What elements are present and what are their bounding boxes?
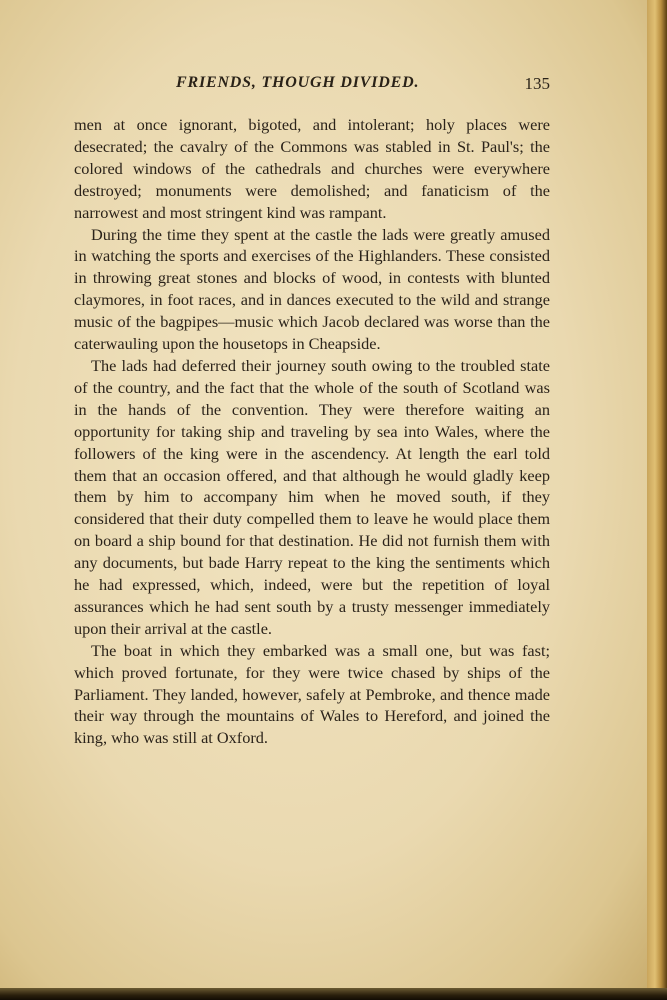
page-number: 135 <box>524 74 550 93</box>
book-spine-edge <box>647 0 667 1000</box>
paragraph-1: men at once ignorant, bigoted, and intolerant; holy places were desecrated; the cavalry of the Commons was stabled in St. Paul's; the colored windows of the cathedrals and churches were everywhere destroyed; monuments were demolished; and fanaticism of the narrowest and most stringent kind was rampant. <box>74 115 550 222</box>
page-header <box>74 74 550 100</box>
running-head: FRIENDS, THOUGH DIVIDED. <box>176 74 420 91</box>
book-bottom-edge <box>0 988 667 1000</box>
body-text <box>74 114 550 749</box>
paragraph-4: The boat in which they embarked was a small one, but was fast; which proved fortunate, for they were twice chased by ships of the Parliament. They landed, however, safely at Pembroke, and thence made their way through the mountains of Wales to Hereford, and joined the king, who was still at Oxford. <box>74 640 550 748</box>
paragraph-2: During the time they spent at the castle the lads were greatly amused in watching the sports and exercises of the Highlanders. These consisted in throwing great stones and blocks of wood, in contests with blunted claymores, in foot races, and in dances executed to the wild and strange music of the bagpipes—music which Jacob declared was worse than the caterwauling upon the housetops in Cheapside. <box>74 224 550 354</box>
paragraph-3: The lads had deferred their journey south owing to the troubled state of the country, and the fact that the whole of the south of Scotland was in the hands of the convention. They were therefore waiting an opportunity for taking ship and traveling by sea into Wales, where the followers of the king were in the ascendency. At length the earl told them that an occasion offered, and that although he would gladly keep them by him to accompany him when he moved south, if they considered that their duty compelled them to leave he would place them on board a ship bound for that destination. He did not furnish them with any documents, but bade Harry repeat to the king the sentiments which he had expressed, which, indeed, were but the repetition of loyal assurances which he had sent south by a trusty messenger immediately upon their arrival at the castle. <box>74 355 550 638</box>
